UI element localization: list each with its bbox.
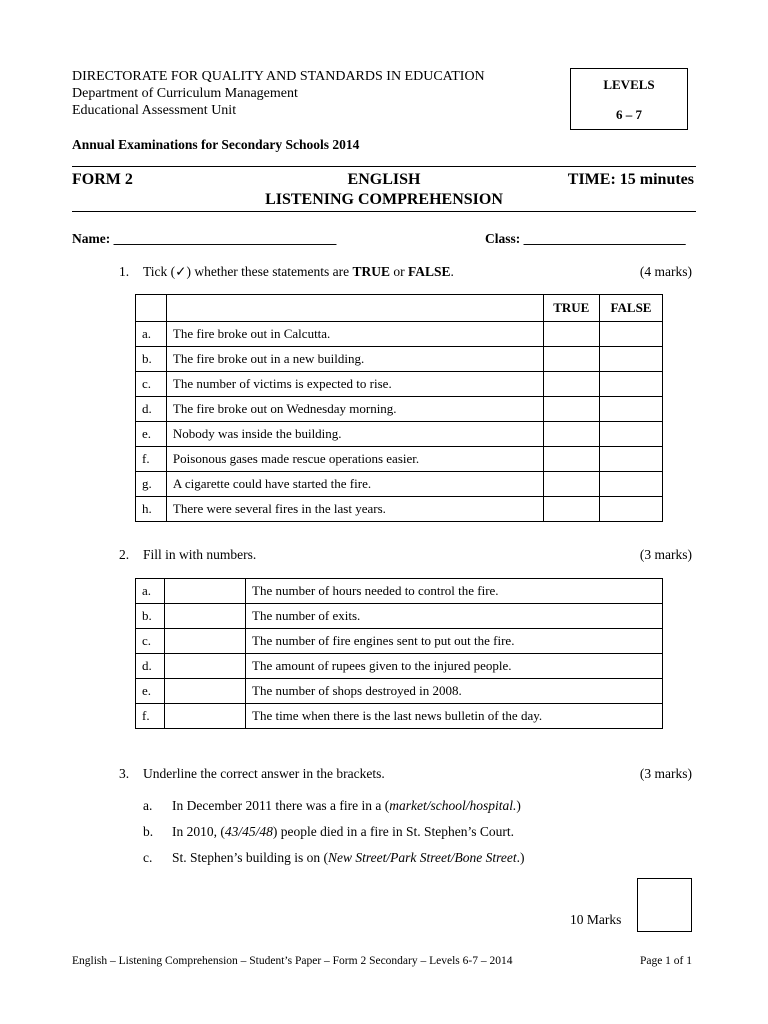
total-marks-label: 10 Marks	[570, 912, 622, 927]
name-label: Name:	[72, 231, 111, 246]
false-cell[interactable]	[600, 497, 663, 522]
q2-table	[135, 578, 663, 729]
directorate-title: DIRECTORATE FOR QUALITY AND STANDARDS IN EDUCATION	[72, 69, 485, 84]
paper-title: LISTENING COMPREHENSION	[265, 191, 503, 208]
q3-instruction: Underline the correct answer in the brackets.	[143, 766, 385, 781]
statement: The number of shops destroyed in 2008.	[246, 679, 663, 704]
name-line[interactable]: _________________________________	[113, 231, 337, 246]
q3-item-b: In 2010, (43/45/48) people died in a fire in St. Stephen’s Court.	[172, 824, 514, 839]
statement: The time when there is the last news bulletin of the day.	[246, 704, 663, 729]
score-box[interactable]	[637, 878, 692, 932]
false-cell[interactable]	[600, 422, 663, 447]
true-cell[interactable]	[543, 472, 600, 497]
table-row: b. The number of exits.	[136, 604, 663, 629]
table-row: c. The number of fire engines sent to put out the fire.	[136, 629, 663, 654]
unit-name: Educational Assessment Unit	[72, 103, 237, 118]
statement: The fire broke out on Wednesday morning.	[166, 397, 543, 422]
true-cell[interactable]	[543, 347, 600, 372]
true-cell[interactable]	[543, 497, 600, 522]
table-row: a. The number of hours needed to control the fire.	[136, 579, 663, 604]
name-field[interactable]	[72, 231, 336, 247]
department-name: Department of Curriculum Management	[72, 86, 298, 101]
false-cell[interactable]	[600, 447, 663, 472]
true-cell[interactable]	[543, 422, 600, 447]
table-row: c. The number of victims is expected to rise.	[136, 372, 663, 397]
rule-top	[72, 166, 696, 167]
table-row: b. The fire broke out in a new building.	[136, 347, 663, 372]
statement: The fire broke out in Calcutta.	[166, 322, 543, 347]
page-number: Page 1 of 1	[639, 955, 692, 967]
false-cell[interactable]	[600, 472, 663, 497]
statement: The number of fire engines sent to put out the fire.	[246, 629, 663, 654]
answer-cell[interactable]	[165, 579, 246, 604]
class-field[interactable]	[485, 231, 686, 247]
col-false: FALSE	[600, 295, 663, 322]
q1-marks: (4 marks)	[639, 264, 692, 279]
q1-table	[135, 294, 663, 522]
statement: A cigarette could have started the fire.	[166, 472, 543, 497]
rule-bottom	[72, 211, 696, 212]
q3-item-a-letter: a.	[143, 798, 153, 813]
table-row: e. The number of shops destroyed in 2008.	[136, 679, 663, 704]
class-line[interactable]: ________________________	[523, 231, 686, 246]
q3-item-c-letter: c.	[143, 850, 153, 865]
table-header-row	[136, 295, 663, 322]
q2-instruction: Fill in with numbers.	[143, 547, 257, 562]
footer-text: English – Listening Comprehension – Student’s Paper – Form 2 Secondary – Levels 6-7 – 2014	[72, 955, 513, 967]
false-cell[interactable]	[600, 347, 663, 372]
tick-icon: ✓	[175, 264, 187, 279]
q2-marks: (3 marks)	[639, 547, 692, 562]
table-row: e. Nobody was inside the building.	[136, 422, 663, 447]
q2-number: 2.	[119, 547, 130, 562]
answer-cell[interactable]	[165, 704, 246, 729]
subject-label: ENGLISH	[347, 171, 421, 188]
form-label: FORM 2	[72, 171, 133, 188]
q3-number: 3.	[119, 766, 130, 781]
col-true: TRUE	[543, 295, 600, 322]
table-row: f. The time when there is the last news bulletin of the day.	[136, 704, 663, 729]
answer-cell[interactable]	[165, 604, 246, 629]
true-cell[interactable]	[543, 322, 600, 347]
table-row: d. The fire broke out on Wednesday morning.	[136, 397, 663, 422]
table-row: d. The amount of rupees given to the injured people.	[136, 654, 663, 679]
q3-marks: (3 marks)	[639, 766, 692, 781]
false-cell[interactable]	[600, 372, 663, 397]
answer-cell[interactable]	[165, 654, 246, 679]
time-label: TIME: 15 minutes	[567, 171, 694, 188]
statement: The fire broke out in a new building.	[166, 347, 543, 372]
false-cell[interactable]	[600, 397, 663, 422]
table-row: h. There were several fires in the last years.	[136, 497, 663, 522]
statement: The number of victims is expected to rise.	[166, 372, 543, 397]
true-cell[interactable]	[543, 447, 600, 472]
options[interactable]: New Street/Park Street/Bone Street	[328, 850, 517, 865]
q1-instruction: Tick (✓) whether these statements are TRUE or FALSE.	[143, 264, 454, 279]
levels-box	[570, 68, 688, 130]
answer-cell[interactable]	[165, 629, 246, 654]
options[interactable]: 43/45/48	[224, 824, 273, 839]
q3-item-c: St. Stephen’s building is on (New Street/Park Street/Bone Street.)	[172, 850, 525, 865]
statement: The amount of rupees given to the injured people.	[246, 654, 663, 679]
table-row: f. Poisonous gases made rescue operations easier.	[136, 447, 663, 472]
table-row: g. A cigarette could have started the fire.	[136, 472, 663, 497]
answer-cell[interactable]	[165, 679, 246, 704]
true-cell[interactable]	[543, 397, 600, 422]
statement: Poisonous gases made rescue operations easier.	[166, 447, 543, 472]
levels-label: LEVELS	[603, 77, 655, 92]
statement: Nobody was inside the building.	[166, 422, 543, 447]
q3-item-a: In December 2011 there was a fire in a (market/school/hospital.)	[172, 798, 521, 813]
statement: The number of hours needed to control the fire.	[246, 579, 663, 604]
class-label: Class:	[485, 231, 521, 246]
options[interactable]: market/school/hospital.	[389, 798, 517, 813]
false-cell[interactable]	[600, 322, 663, 347]
statement: There were several fires in the last years.	[166, 497, 543, 522]
exam-title: Annual Examinations for Secondary Schools 2014	[72, 137, 360, 152]
q1-number: 1.	[119, 264, 130, 279]
statement: The number of exits.	[246, 604, 663, 629]
true-cell[interactable]	[543, 372, 600, 397]
table-row: a. The fire broke out in Calcutta.	[136, 322, 663, 347]
levels-value: 6 – 7	[616, 107, 642, 122]
q3-item-b-letter: b.	[143, 824, 154, 839]
